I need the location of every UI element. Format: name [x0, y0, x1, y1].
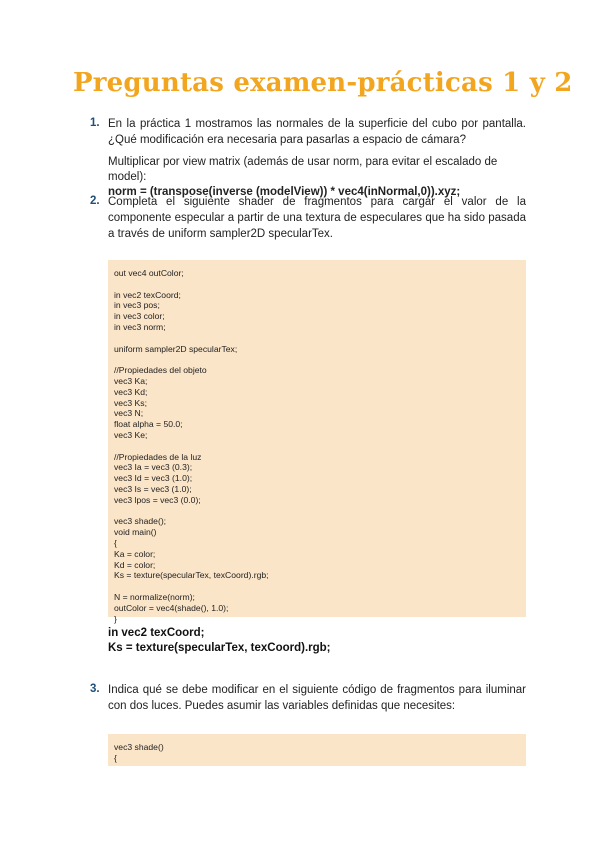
- question-1-answer-code: norm = (transpose(inverse (modelView)) * vec4(inNormal,0)).xyz;: [108, 186, 461, 198]
- question-3-code: vec3 shade() {: [114, 742, 164, 763]
- question-2-number: 2.: [90, 195, 100, 207]
- question-2-answer: [108, 626, 331, 656]
- question-1-text: En la práctica 1 mostramos las normales de la superficie del cubo por pantalla. ¿Qué modificación era necesaria para pasarlas a espacio de cámara?: [108, 118, 526, 146]
- question-3-code-block: [108, 734, 526, 766]
- page-title: Preguntas examen-prácticas 1 y 2: [73, 68, 573, 98]
- question-2-code: out vec4 outColor; in vec2 texCoord; in vec3 pos; in vec3 color; in vec3 norm; uniform sampler2D specularTex; //Propiedades del objeto vec3 Ka; vec3 Kd; vec3 Ks; vec3 N; float alpha = 50.0; vec3 Ke; //Propiedades de la luz vec3 Ia = vec3 (0.3); vec3 Id = vec3 (1.0); vec3 Is = vec3 (1.0); vec3 lpos = vec3 (0.0); vec3 shade(); void main() { Ka = color; Kd = color; Ks = texture(specularTex, texCoord).rgb; N = normalize(norm); outColor = vec4(shade(), 1.0); }: [114, 268, 269, 624]
- question-1-number: 1.: [90, 117, 100, 129]
- question-3-number: 3.: [90, 683, 100, 695]
- question-2-answer-line2: Ks = texture(specularTex, texCoord).rgb;: [108, 642, 331, 654]
- question-3-text: Indica qué se debe modificar en el siguiente código de fragmentos para iluminar con dos luces. Puedes asumir las variables definidas que necesites:: [108, 684, 526, 712]
- question-2-code-block: [108, 260, 526, 624]
- question-2-answer-line1: in vec2 texCoord;: [108, 627, 205, 639]
- question-1-answer-line1: Multiplicar por view matrix (además de usar norm, para evitar el escalado de model):: [108, 156, 498, 183]
- question-2-text: Completa el siguiente shader de fragmentos para cargar el valor de la componente especular a partir de una textura de especulares que ha sido pasada a través de uniform sampler2D specularTex.: [108, 196, 526, 240]
